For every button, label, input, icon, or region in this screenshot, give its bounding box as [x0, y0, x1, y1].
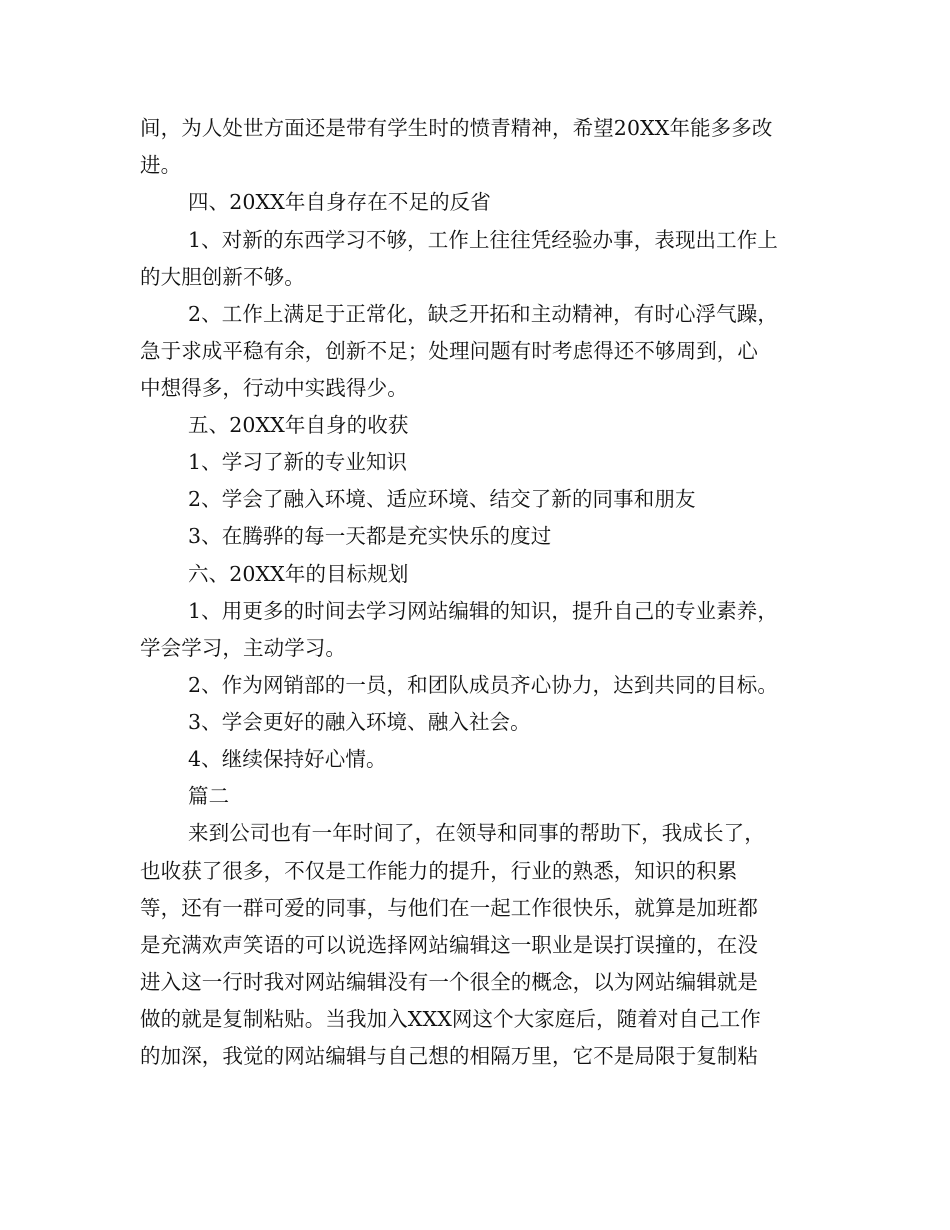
text-line: 间，为人处世方面还是带有学生时的愤青精神，希望20XX年能多多改 [140, 116, 773, 140]
section-heading: 六、20XX年的目标规划 [188, 562, 409, 586]
text-line: 做的就是复制粘贴。当我加入XXX网这个大家庭后，随着对自己工作 [140, 1007, 761, 1031]
section-heading: 四、20XX年自身存在不足的反省 [188, 190, 491, 214]
list-item: 4、继续保持好心情。 [188, 747, 387, 771]
list-item: 1、用更多的时间去学习网站编辑的知识，提升自己的专业素养， [188, 599, 778, 623]
text-line: 进。 [140, 153, 182, 177]
text-line: 来到公司也有一年时间了，在领导和同事的帮助下，我成长了， [188, 821, 765, 845]
list-item: 3、学会更好的融入环境、融入社会。 [188, 710, 531, 734]
text-line: 的大胆创新不够。 [140, 265, 305, 289]
text-line: 是充满欢声笑语的可以说选择网站编辑这一职业是误打误撞的，在没 [140, 933, 758, 957]
text-line: 等，还有一群可爱的同事，与他们在一起工作很快乐，就算是加班都 [140, 896, 758, 920]
text-line: 急于求成平稳有余，创新不足；处理问题有时考虑得还不够周到，心 [140, 339, 758, 363]
text-line: 学会学习，主动学习。 [140, 636, 346, 660]
text-line: 的加深，我觉的网站编辑与自己想的相隔万里，它不是局限于复制粘 [140, 1044, 758, 1068]
text-line: 2、工作上满足于正常化，缺乏开拓和主动精神，有时心浮气躁， [188, 302, 778, 326]
list-item: 3、在腾骅的每一天都是充实快乐的度过 [188, 524, 552, 548]
list-item: 2、学会了融入环境、适应环境、结交了新的同事和朋友 [188, 487, 696, 511]
list-item: 2、作为网销部的一员，和团队成员齐心协力，达到共同的目标。 [188, 673, 778, 697]
list-item: 1、学习了新的专业知识 [188, 450, 408, 474]
text-line: 也收获了很多，不仅是工作能力的提升，行业的熟悉，知识的积累 [140, 859, 738, 883]
text-line: 1、对新的东西学习不够，工作上往往凭经验办事，表现出工作上 [188, 228, 778, 252]
section-heading: 篇二 [188, 784, 230, 808]
text-line: 中想得多，行动中实践得少。 [140, 376, 408, 400]
text-line: 进入这一行时我对网站编辑没有一个很全的概念，以为网站编辑就是 [140, 970, 758, 994]
section-heading: 五、20XX年自身的收获 [188, 413, 409, 437]
